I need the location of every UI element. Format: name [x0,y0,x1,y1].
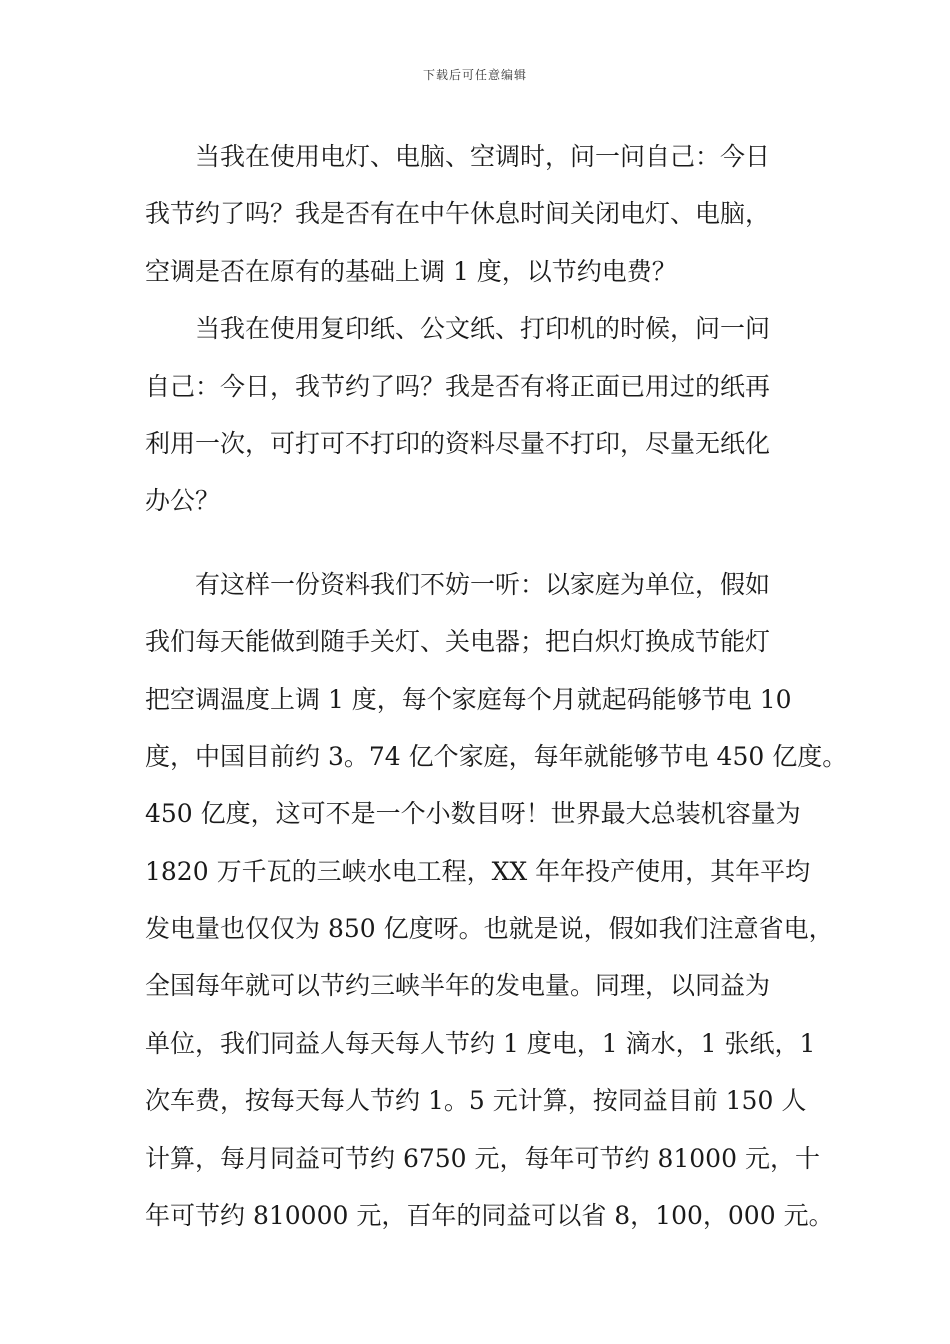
text-line: 度，中国目前约 3。74 亿个家庭，每年就能够节电 450 亿度。 [145,741,848,771]
paragraph-2 [145,300,827,530]
text-line: 我们每天能做到随手关灯、关电器；把白炽灯换成节能灯 [145,627,771,657]
text-line: 450 亿度，这可不是一个小数目呀！世界最大总装机容量为 [145,799,801,829]
text-line: 空调是否在原有的基础上调 1 度，以节约电费？ [145,256,677,286]
paragraph-gap [145,530,827,556]
text-line: 我节约了吗？我是否有在中午休息时间关闭电灯、电脑， [145,199,771,229]
paragraph-1 [145,128,827,300]
text-line: 发电量也仅仅为 850 亿度呀。也就是说，假如我们注意省电， [145,914,834,944]
text-line: 利用一次，可打可不打印的资料尽量不打印，尽量无纸化 [145,428,771,458]
text-line: 单位，我们同益人每天每人节约 1 度电，1 滴水，1 张纸，1 [145,1028,816,1058]
text-line: 当我在使用电灯、电脑、空调时，问一问自己：今日 [195,142,771,171]
text-line: 自己：今日，我节约了吗？我是否有将正面已用过的纸再 [145,371,771,401]
text-line: 全国每年就可以节约三峡半年的发电量。同理，以同益为 [145,971,771,1001]
text-line: 计算，每月同益可节约 6750 元，每年可节约 81000 元，十 [145,1143,820,1173]
text-line: 办公？ [145,486,221,516]
header-note: 下载后可任意编辑 [422,68,527,82]
text-line: 把空调温度上调 1 度，每个家庭每个月就起码能够节电 10 [145,684,792,714]
text-line: 有这样一份资料我们不妨一听：以家庭为单位，假如 [195,569,771,599]
document-body [145,128,848,1244]
text-line: 1820 万千瓦的三峡水电工程，XX 年年投产使用，其年平均 [145,856,811,886]
text-line: 年可节约 810000 元，百年的同益可以省 8，100，000 元。 [145,1201,834,1231]
text-line: 当我在使用复印纸、公文纸、打印机的时候，问一问 [195,314,771,344]
paragraph-3 [145,556,848,1245]
text-line: 次车费，按每天每人节约 1。5 元计算，按同益目前 150 人 [145,1086,807,1116]
